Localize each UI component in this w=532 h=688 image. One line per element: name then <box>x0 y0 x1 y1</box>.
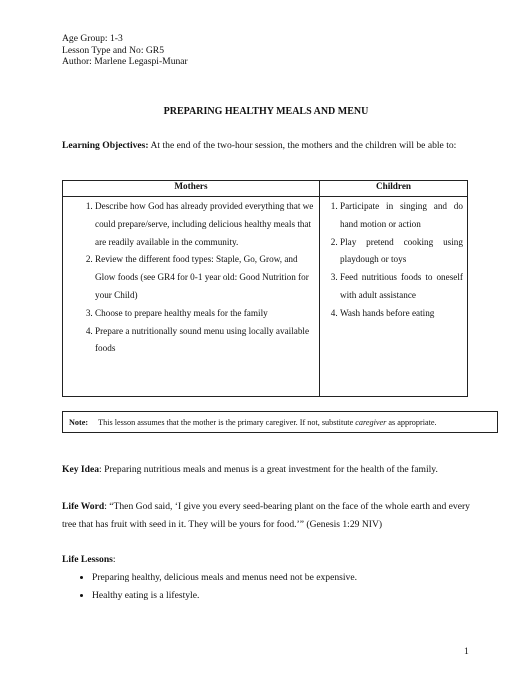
list-item: 4. Prepare a nutritionally sound menu using locally available foods <box>95 323 319 359</box>
note-text-end: as appropriate. <box>388 418 437 427</box>
learning-objectives <box>62 137 476 155</box>
list-item: • Healthy eating is a lifestyle. <box>92 587 482 605</box>
page-number: 1 <box>464 646 469 657</box>
life-lessons-suffix: : <box>112 554 116 565</box>
age-group: Age Group: 1-3 <box>62 33 123 44</box>
objectives-table <box>62 180 468 397</box>
note-label: Note: <box>69 418 89 427</box>
note-italic-word: caregiver <box>355 418 387 427</box>
life-lessons-list <box>62 569 482 605</box>
mothers-header: Mothers <box>63 181 320 197</box>
life-word-text: : “Then God said, ‘I give you every seed-bearing plant on the face of the whole earth and every tree that has fruit with seed in it. They will be yours for food.’” (Genesis 1:29 NIV) <box>62 501 470 530</box>
children-cell <box>319 197 467 397</box>
key-idea-label: Key Idea <box>62 464 100 475</box>
list-item: 1. Describe how God has already provided everything that we could prepare/serve, including delicious healthy meals that are readily available in the community. <box>95 198 319 251</box>
list-item: 2. Review the different food types: Staple, Go, Grow, and Glow foods (see GR4 for 0-1 year old: Good Nutrition for your Child) <box>95 251 319 304</box>
lesson-type: Lesson Type and No: GR5 <box>62 44 165 56</box>
page-title: PREPARING HEALTHY MEALS AND MENU <box>163 106 369 117</box>
note-box <box>62 411 498 433</box>
list-item: 3. Feed nutritious foods to oneself with adult assistance <box>340 269 463 305</box>
list-item: 3. Choose to prepare healthy meals for the family <box>95 305 319 323</box>
children-header: Children <box>319 181 467 197</box>
life-word <box>62 498 482 534</box>
mothers-list <box>63 198 319 358</box>
note-text: This lesson assumes that the mother is the primary caregiver. If not, substitute <box>98 418 354 427</box>
list-item: 1. Participate in singing and do hand motion or action <box>340 198 463 234</box>
life-lessons-label: Life Lessons <box>62 554 113 565</box>
list-item: 4. Wash hands before eating <box>340 305 463 323</box>
key-idea <box>62 461 482 479</box>
life-lessons <box>62 551 482 605</box>
life-word-label: Life Word <box>62 501 105 512</box>
author: Author: Marlene Legaspi-Munar <box>62 56 188 68</box>
list-item: • Preparing healthy, delicious meals and menus need not be expensive. <box>92 569 482 587</box>
children-list <box>320 198 467 323</box>
mothers-cell <box>63 197 320 397</box>
lesson-header <box>62 33 188 68</box>
key-idea-text: : Preparing nutritious meals and menus is a great investment for the health of the family. <box>99 464 438 475</box>
objectives-label: Learning Objectives: <box>62 140 149 151</box>
list-item: 2. Play pretend cooking using playdough or toys <box>340 234 463 270</box>
objectives-text: At the end of the two-hour session, the mothers and the children will be able to: <box>150 140 457 151</box>
